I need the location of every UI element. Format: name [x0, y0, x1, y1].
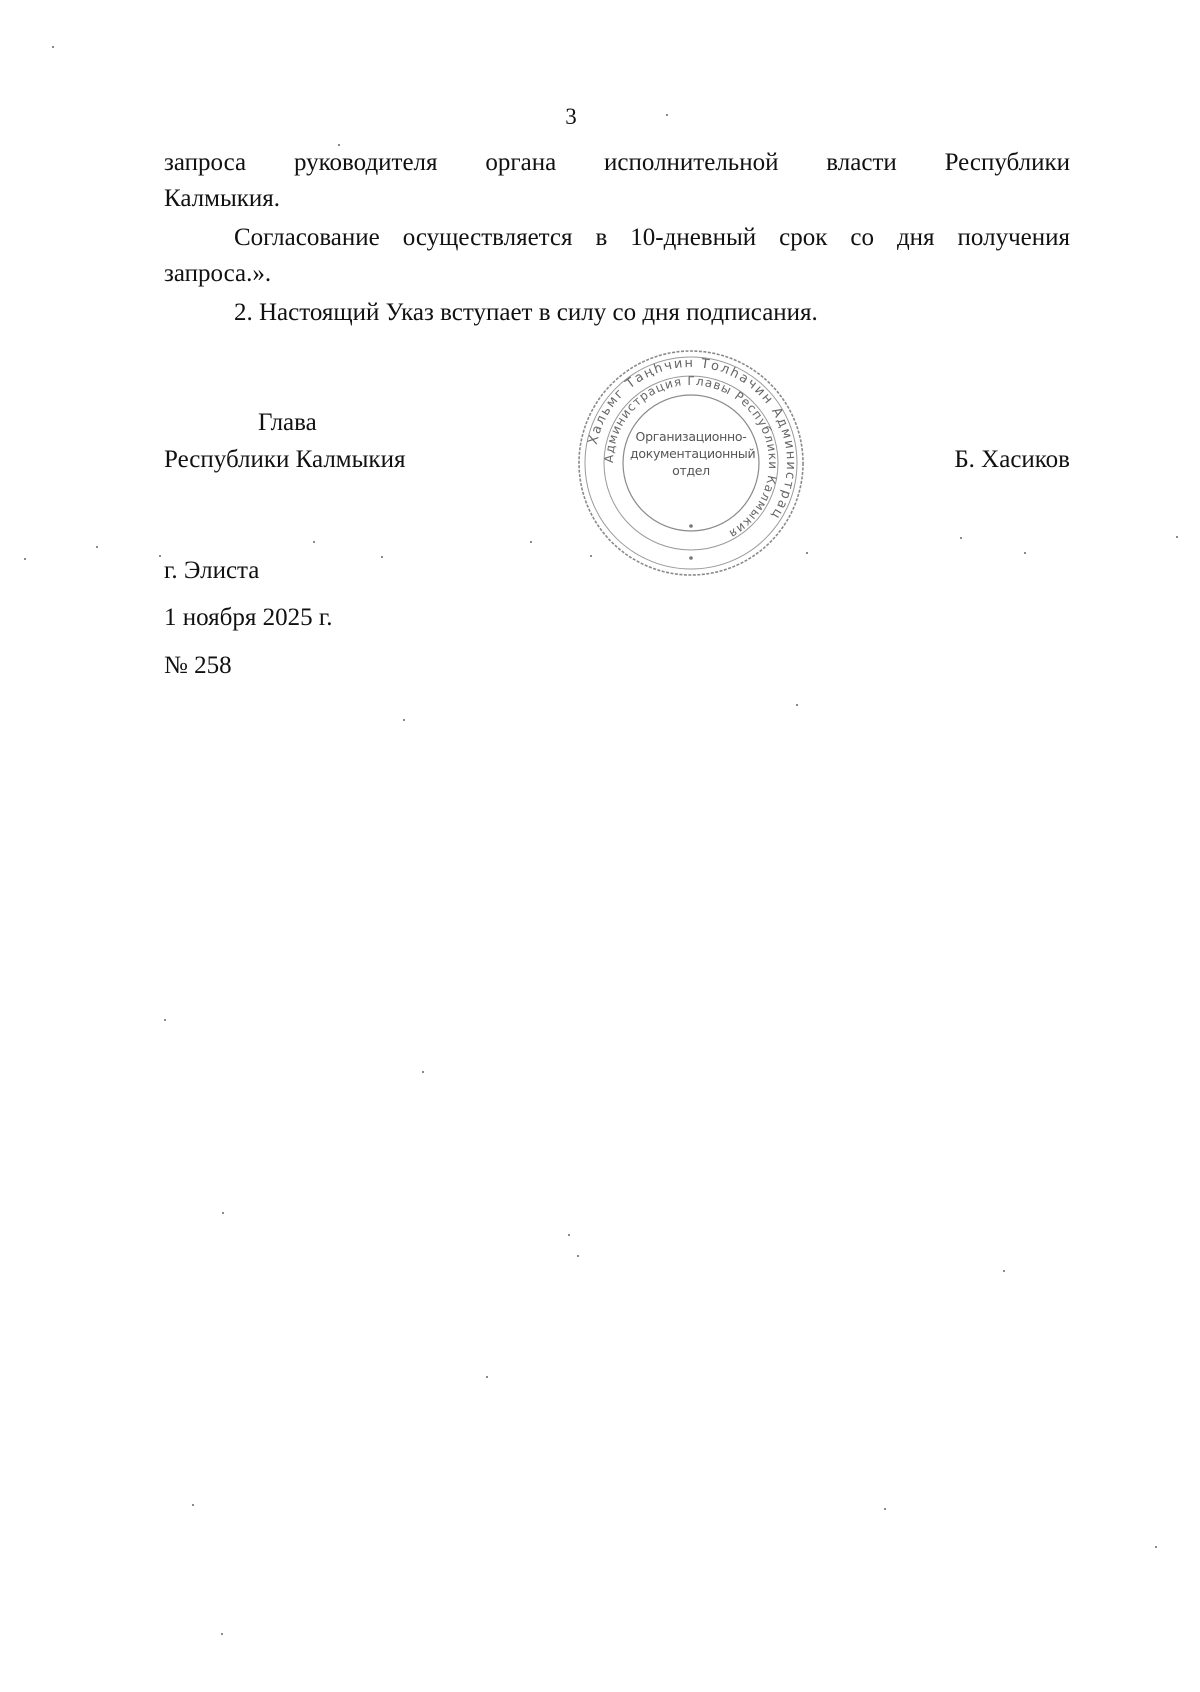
document-number: № 258	[164, 652, 232, 679]
scan-speck	[422, 1071, 424, 1073]
paragraph-2-line-2: запроса.».	[164, 260, 272, 287]
scan-speck	[806, 552, 808, 554]
scan-speck	[338, 144, 340, 146]
scan-speck	[52, 46, 54, 48]
scan-speck	[530, 541, 532, 543]
signatory-title: Глава	[258, 409, 317, 436]
scan-speck	[164, 1019, 166, 1021]
scan-speck	[159, 555, 161, 557]
scan-speck	[24, 558, 26, 560]
scan-speck	[192, 1504, 194, 1506]
signatory-name: Б. Хасиков	[954, 446, 1070, 473]
seal-dot-bottom	[689, 556, 693, 560]
scan-speck	[403, 719, 405, 721]
scan-speck	[313, 541, 315, 543]
seal-inner-text: Администрация Главы Республики Калмыкия	[601, 373, 781, 542]
paragraph-2-line-1: Согласование осуществляется в 10-дневный срок со дня получения	[234, 224, 1070, 251]
page-number: 3	[565, 104, 577, 129]
scan-speck	[1024, 552, 1026, 554]
paragraph-1	[164, 145, 1070, 217]
seal-center-line-1: Организационно-	[635, 429, 747, 444]
paragraph-3: 2. Настоящий Указ вступает в силу со дня подписания.	[234, 299, 818, 326]
seal-center-line-2: документационный	[630, 446, 756, 461]
scan-speck	[960, 537, 962, 539]
scan-speck	[486, 1376, 488, 1378]
paragraph-1-line-1: запроса руководителя органа исполнительной власти Республики	[164, 149, 1070, 176]
scan-speck	[666, 114, 668, 116]
paragraph-2	[164, 220, 1070, 292]
issue-city: г. Элиста	[164, 557, 260, 584]
seal-center-line-3: отдел	[672, 463, 710, 478]
scan-speck	[590, 555, 592, 557]
scan-speck	[381, 556, 383, 558]
seal-center-text	[630, 428, 756, 479]
scan-speck	[1155, 1546, 1157, 1548]
scan-speck	[568, 1234, 570, 1236]
scan-speck	[884, 1508, 886, 1510]
scan-speck	[222, 1212, 224, 1214]
seal-dot	[689, 524, 693, 528]
signatory-organization: Республики Калмыкия	[164, 446, 406, 473]
scan-speck	[221, 1633, 223, 1635]
seal-outer-text: Хальмг Таңһчин Толһачин Администрац	[585, 355, 799, 523]
scan-speck	[796, 704, 798, 706]
issue-date: 1 ноября 2025 г.	[164, 604, 333, 631]
scan-speck	[1176, 536, 1178, 538]
paragraph-1-line-2: Калмыкия.	[164, 185, 281, 212]
scan-speck	[1003, 1270, 1005, 1272]
scan-speck	[96, 546, 98, 548]
scan-speck	[577, 1255, 579, 1257]
